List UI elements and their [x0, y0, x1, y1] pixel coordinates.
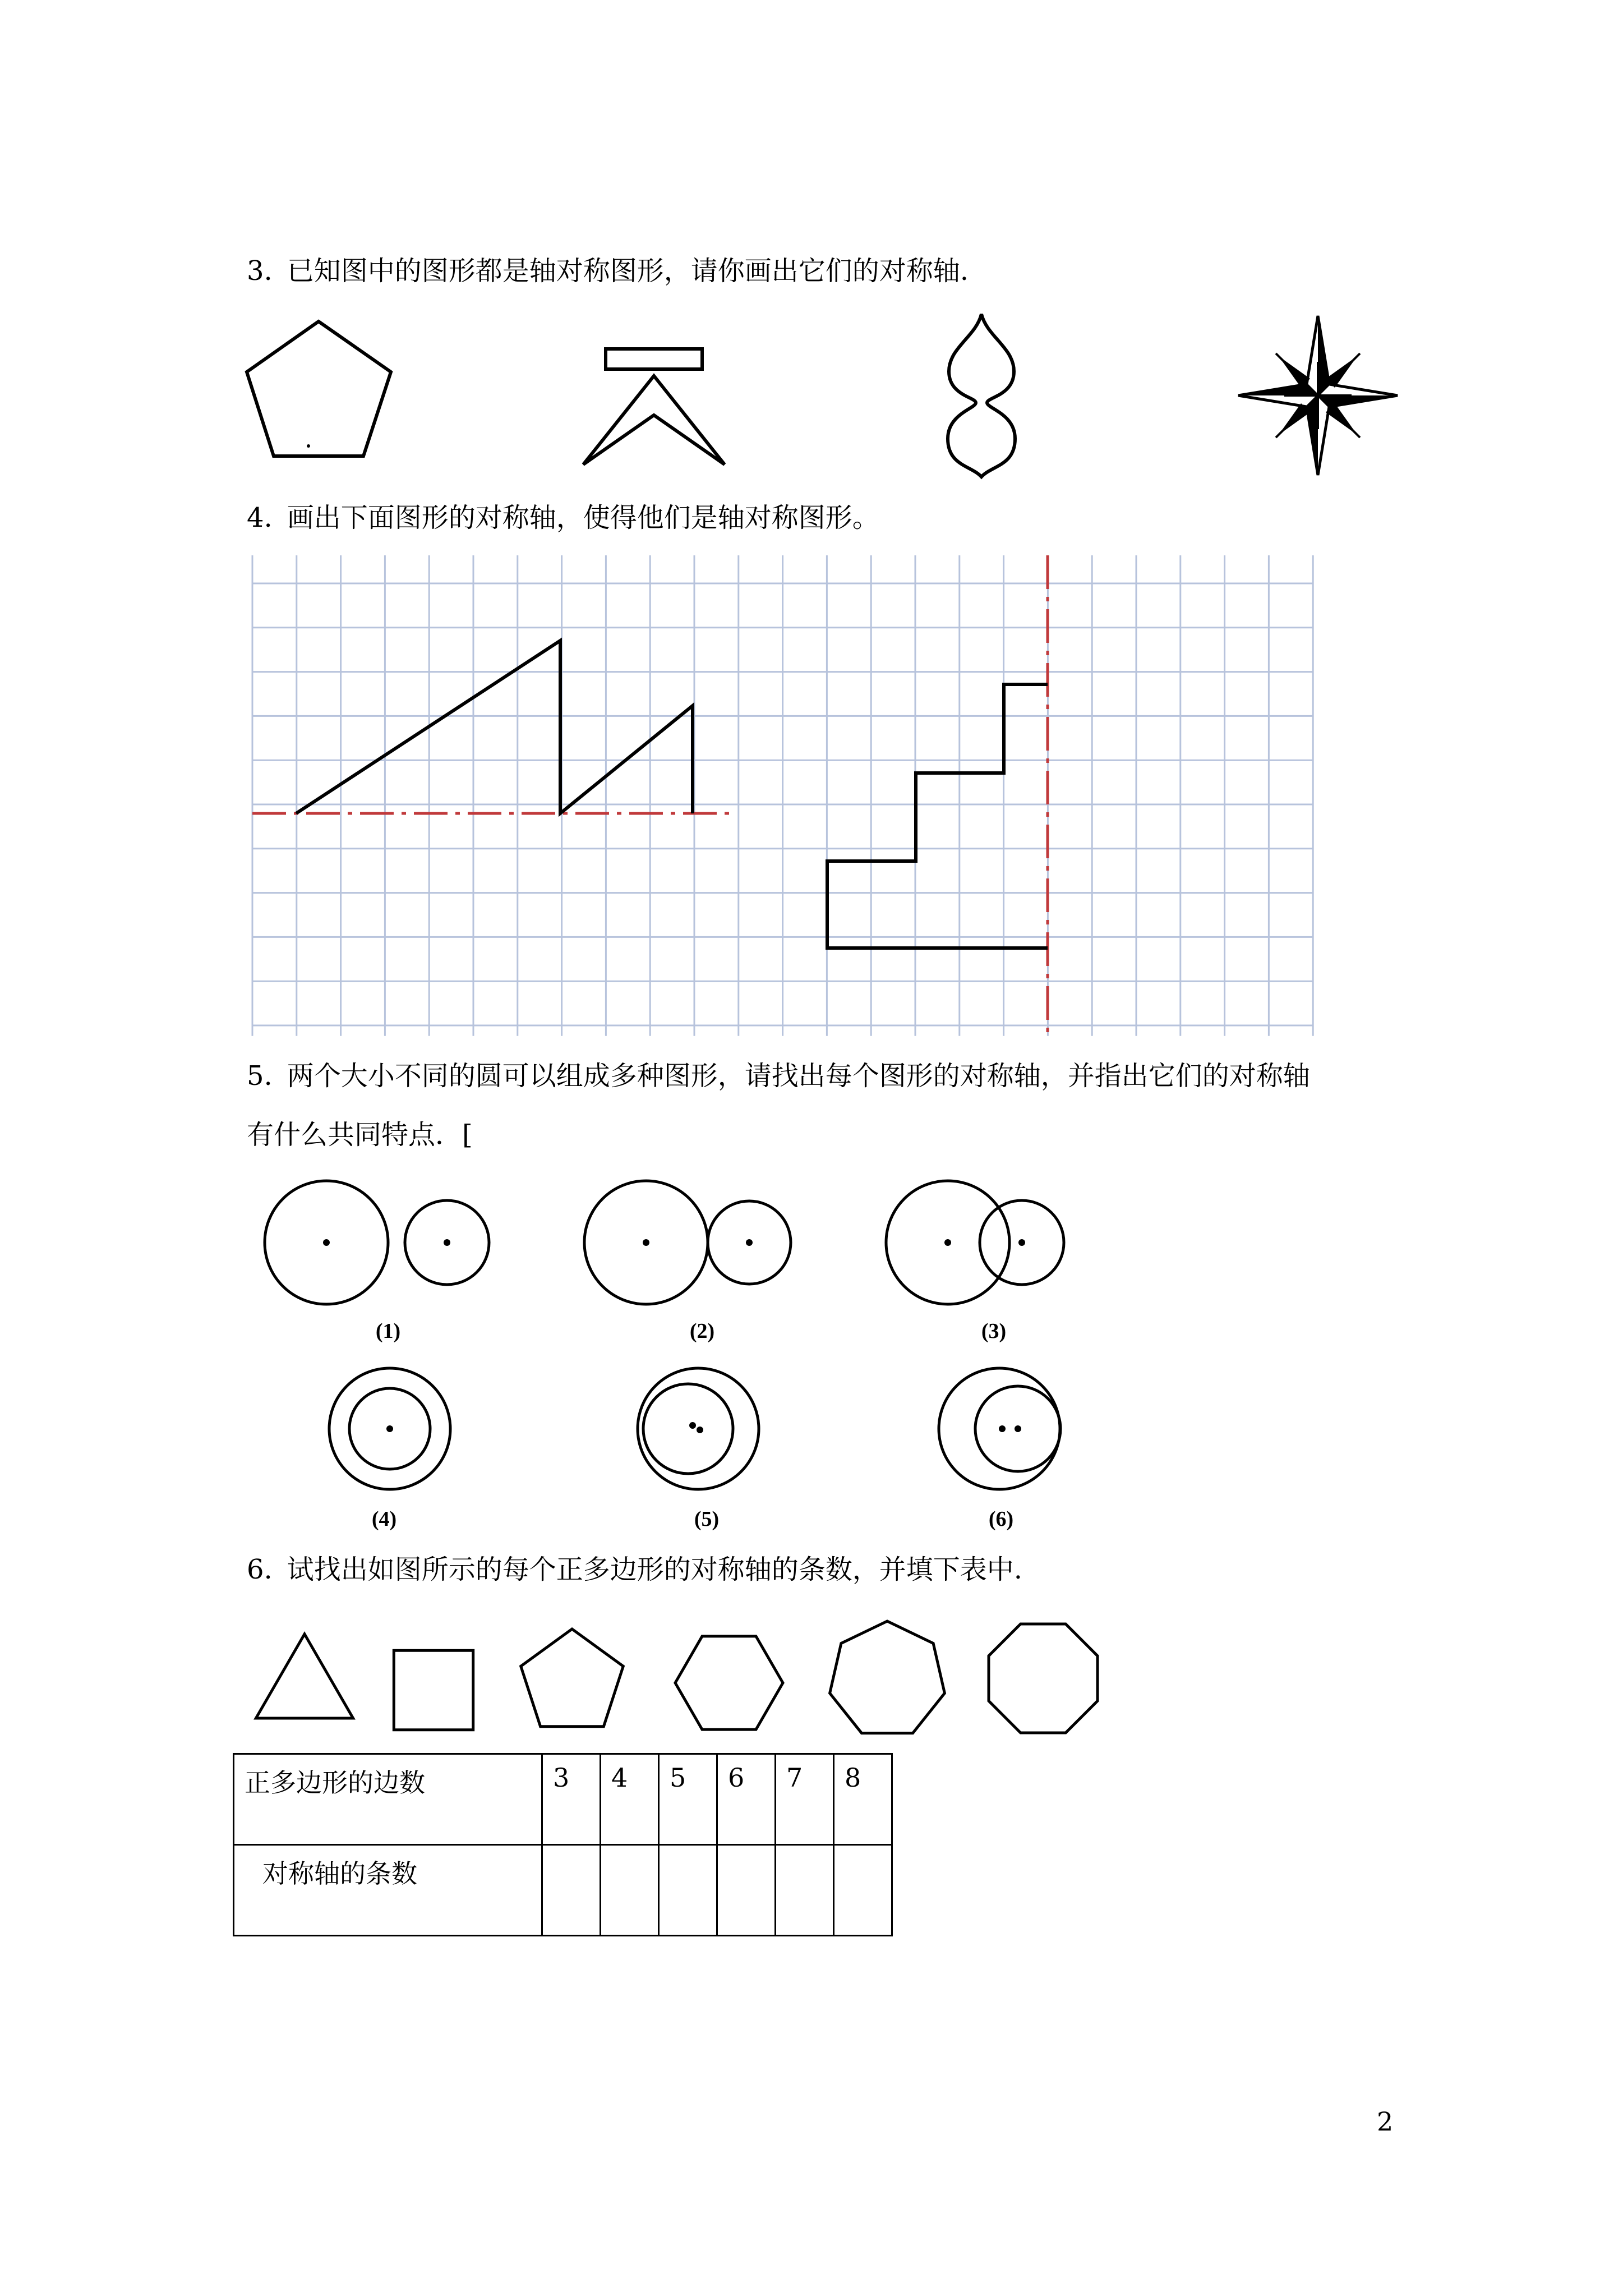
axes-answer-cell[interactable] [776, 1845, 834, 1936]
regular-polygon-7 [830, 1621, 945, 1733]
question-5-line1: 两个大小不同的圆可以组成多种图形，请找出每个图形的对称轴，并指出它们的对称轴 [287, 1060, 1310, 1092]
q6-polygons-figure [241, 1616, 1138, 1756]
answer-table [233, 1753, 893, 1936]
circle-pair-6 [939, 1368, 1061, 1489]
axes-answer-cell[interactable] [717, 1845, 776, 1936]
caption-6: (6) [988, 1507, 1014, 1531]
circle-pair-2 [584, 1181, 791, 1304]
question-5-number: 5. [247, 1060, 273, 1092]
circle-pair-1 [265, 1181, 489, 1304]
regular-polygon-6 [675, 1636, 783, 1729]
question-6 [247, 1548, 1022, 1591]
zigzag-shape [296, 641, 693, 813]
caption-3: (3) [981, 1319, 1007, 1343]
sides-cell: 4 [601, 1754, 659, 1845]
q5-circles-figure [241, 1167, 1138, 1548]
caption-4: (4) [371, 1507, 397, 1531]
q3-arrow-figure [578, 342, 735, 477]
question-3 [247, 250, 969, 293]
page-number: 2 [1377, 2106, 1394, 2137]
circle-pair-3 [886, 1181, 1064, 1304]
row-label-axes: 对称轴的条数 [234, 1845, 542, 1936]
question-4-text: 画出下面图形的对称轴，使得他们是轴对称图形。 [287, 502, 879, 533]
grid-lines [252, 555, 1313, 1036]
axes-answer-cell[interactable] [834, 1845, 892, 1936]
axes-answer-cell[interactable] [601, 1845, 659, 1936]
circle-pair-5 [638, 1368, 759, 1489]
question-4-number: 4. [247, 502, 273, 533]
caption-5: (5) [694, 1507, 720, 1531]
circle-pair-4 [329, 1368, 450, 1489]
regular-polygon-5 [521, 1629, 624, 1727]
question-5 [247, 1055, 1310, 1098]
axes-answer-cell[interactable] [542, 1845, 601, 1936]
sides-cell: 7 [776, 1754, 834, 1845]
question-5-line2: 有什么共同特点．[ [247, 1119, 473, 1151]
row-label-sides: 正多边形的边数 [234, 1754, 542, 1845]
question-3-text: 已知图中的图形都是轴对称图形，请你画出它们的对称轴. [287, 255, 969, 287]
q3-pentagon-figure [241, 314, 409, 482]
question-3-number: 3. [247, 255, 273, 287]
caption-2: (2) [689, 1319, 715, 1343]
q3-compass-star-figure [1234, 311, 1402, 480]
regular-polygon-8 [989, 1624, 1098, 1733]
regular-polygon-4 [394, 1650, 473, 1729]
question-6-number: 6. [247, 1554, 273, 1585]
caption-1: (1) [375, 1319, 401, 1343]
table-row [234, 1754, 892, 1845]
sides-cell: 5 [659, 1754, 717, 1845]
q4-grid-figure [252, 555, 1318, 1043]
table-row [234, 1845, 892, 1936]
axes-answer-cell[interactable] [659, 1845, 717, 1936]
staircase-shape [827, 684, 1048, 948]
sides-cell: 6 [717, 1754, 776, 1845]
q3-vase-figure [925, 309, 1038, 488]
question-6-text: 试找出如图所示的每个正多边形的对称轴的条数，并填下表中. [287, 1554, 1023, 1585]
sides-cell: 3 [542, 1754, 601, 1845]
sides-cell: 8 [834, 1754, 892, 1845]
regular-polygon-3 [256, 1634, 353, 1718]
question-4 [247, 496, 879, 540]
